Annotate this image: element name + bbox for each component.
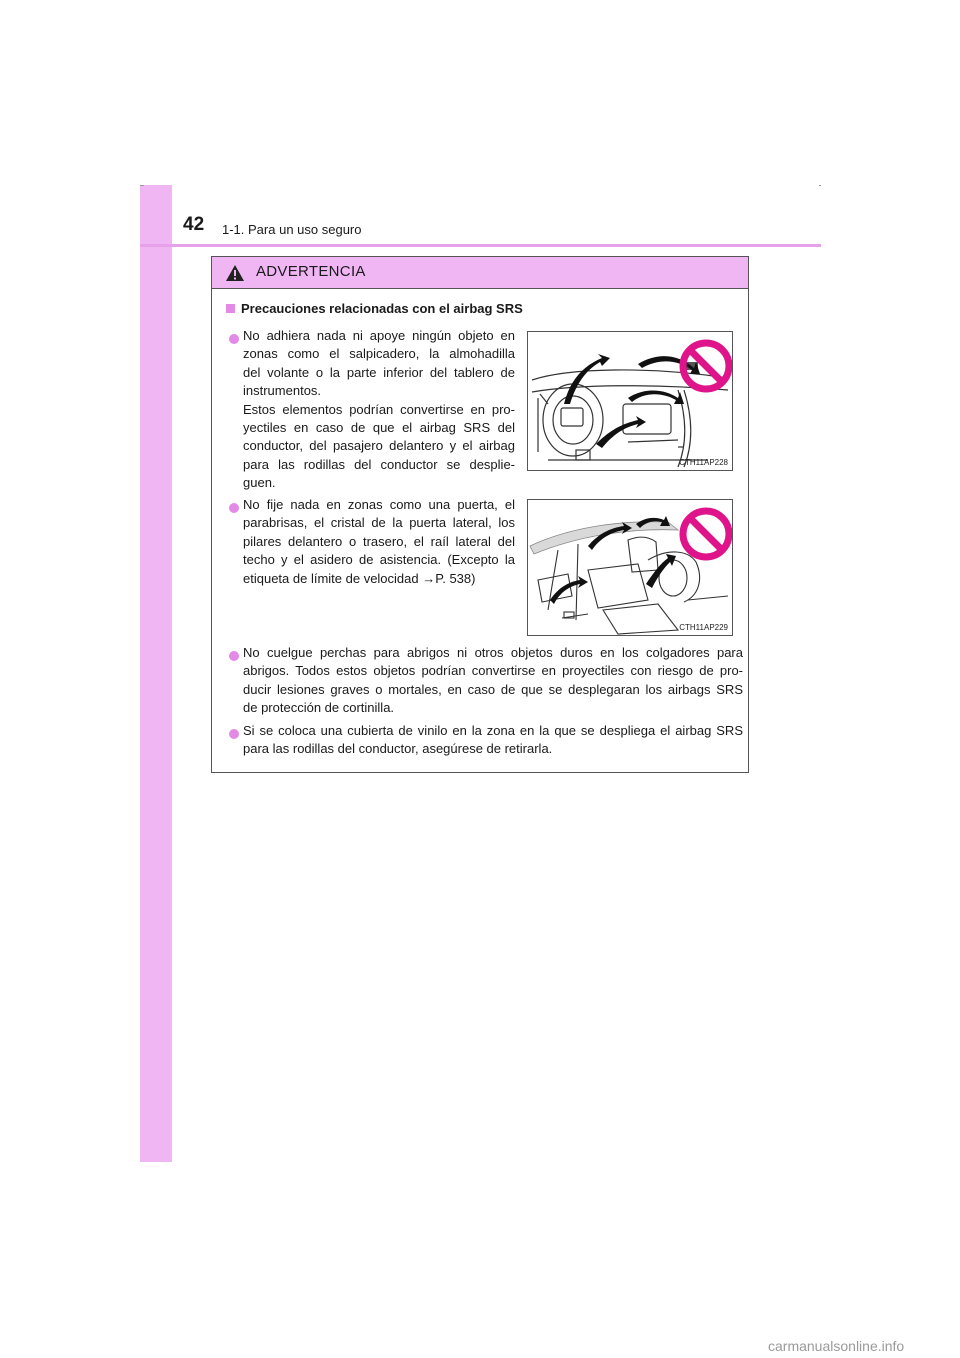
- warning-header: [212, 257, 748, 289]
- crop-mark: [819, 185, 821, 186]
- warning-item-4: Si se coloca una cubierta de vinilo en la zona en la que se despliega el airbag SRS para las rodillas del conductor, asegúrese de retirarla.: [243, 723, 743, 757]
- warning-item-3: No cuelgue perchas para abrigos ni otros objetos duros en los colgadores para abrigos. Todos estos objetos podrían convertirse en proyectiles con riesgo de pro- ducir lesiones graves o mortales, en caso de que se desplegaran los airbags SRS de protección de cortinilla.: [243, 645, 743, 716]
- crop-mark: [140, 185, 144, 186]
- bullet-icon: [229, 729, 239, 739]
- prohibition-icon: [683, 511, 729, 557]
- warning-item-2: No fije nada en zonas como una puerta, el parabrisas, el cristal de la puerta lateral, los pilares delantero o trasero, el raíl lateral del techo y el asidero de asistencia. (Excepto la etiqueta de límite de velocidad →P. 538): [243, 497, 515, 586]
- page-number: 42: [183, 214, 205, 235]
- warning-title: ADVERTENCIA: [256, 263, 366, 280]
- sidebar-tab: [140, 185, 172, 1162]
- bullet-icon: [229, 651, 239, 661]
- figure-dashboard: [527, 331, 733, 471]
- warning-item-1: No adhiera nada ni apoye ningún objeto en zonas como el salpicadero, la almohadilla del volante o la parte inferior del tablero de instrumentos. Estos elementos podrían convertirse en pro- yectiles en caso de que el airbag SRS del conductor, del pasajero delantero y el airbag para las rodillas del conductor se desplie- guen.: [243, 328, 515, 491]
- bullet-icon: [229, 334, 239, 344]
- figure-cabin: [527, 499, 733, 636]
- header-rule: [140, 244, 821, 247]
- figure-code: CTH11AP229: [679, 623, 728, 632]
- dashboard-illustration: [528, 332, 733, 471]
- section-title: 1-1. Para un uso seguro: [222, 222, 362, 237]
- warning-triangle-icon: [225, 264, 245, 282]
- square-bullet-icon: [226, 304, 235, 313]
- figure-code: CTH11AP228: [679, 458, 728, 467]
- warning-box: [211, 256, 749, 773]
- cabin-illustration: [528, 500, 733, 636]
- watermark: carmanualsonline.info: [768, 1338, 905, 1354]
- bullet-icon: [229, 503, 239, 513]
- warning-subheading: Precauciones relacionadas con el airbag SRS: [226, 301, 523, 316]
